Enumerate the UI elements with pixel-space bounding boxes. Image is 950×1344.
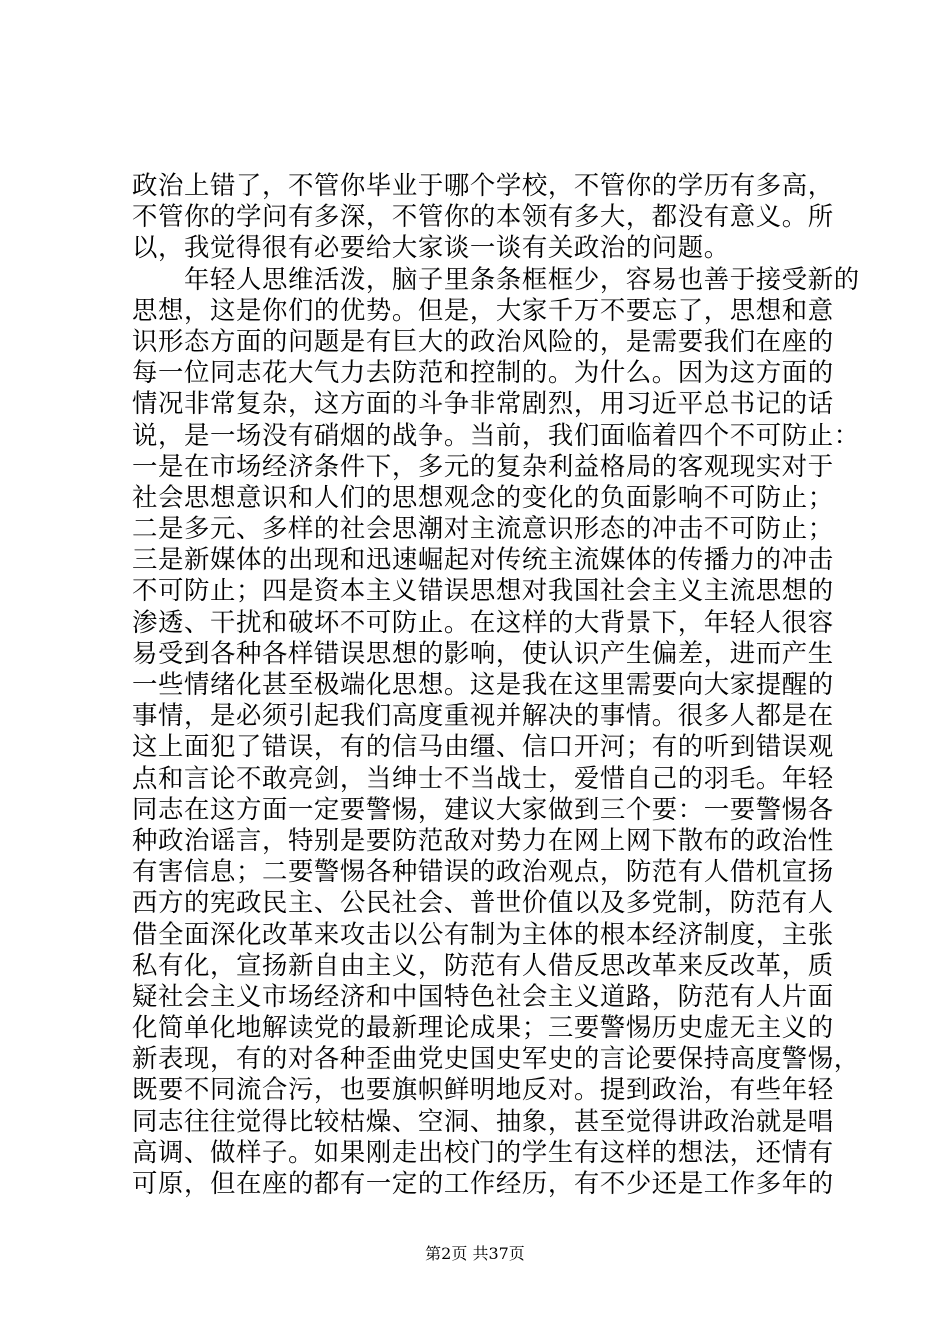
- text-line: 三是新媒体的出现和迅速崛起对传统主流媒体的传播力的冲击: [132, 544, 834, 575]
- page-number-label: 第2页 共37页: [425, 1244, 525, 1263]
- text-line: 一是在市场经济条件下，多元的复杂利益格局的客观现实对于: [132, 450, 834, 481]
- page-footer: [0, 1244, 950, 1264]
- text-line: 既要不同流合污，也要旗帜鲜明地反对。提到政治，有些年轻: [132, 1074, 834, 1105]
- text-line: 情况非常复杂，这方面的斗争非常剧烈，用习近平总书记的话: [132, 388, 834, 419]
- text-line: 种政治谣言，特别是要防范敌对势力在网上网下散布的政治性: [132, 824, 834, 855]
- text-line: 高调、做样子。如果刚走出校门的学生有这样的想法，还情有: [132, 1136, 834, 1167]
- text-line: 可原，但在座的都有一定的工作经历，有不少还是工作多年的: [132, 1168, 834, 1198]
- text-line: 年轻人思维活泼，脑子里条条框框少，容易也善于接受新的: [132, 263, 860, 294]
- text-line: 疑社会主义市场经济和中国特色社会主义道路，防范有人片面: [132, 980, 834, 1011]
- text-line: 有害信息；二要警惕各种错误的政治观点，防范有人借机宣扬: [132, 856, 834, 887]
- text-line: 说，是一场没有硝烟的战争。当前，我们面临着四个不可防止：: [132, 419, 860, 450]
- text-line: 私有化，宣扬新自由主义，防范有人借反思改革来反改革，质: [132, 949, 834, 980]
- text-line: 渗透、干扰和破坏不可防止。在这样的大背景下，年轻人很容: [132, 606, 834, 637]
- text-line: 同志往往觉得比较枯燥、空洞、抽象，甚至觉得讲政治就是唱: [132, 1105, 834, 1136]
- text-line: 不可防止；四是资本主义错误思想对我国社会主义主流思想的: [132, 575, 834, 606]
- text-line: 一些情绪化甚至极端化思想。这是我在这里需要向大家提醒的: [132, 669, 834, 699]
- text-line: 这上面犯了错误，有的信马由缰、信口开河；有的听到错误观: [132, 731, 834, 762]
- text-line: 政治上错了，不管你毕业于哪个学校，不管你的学历有多高，: [132, 170, 834, 200]
- text-line: 思想，这是你们的优势。但是，大家千万不要忘了，思想和意: [132, 294, 834, 325]
- body-text: [132, 170, 860, 1199]
- text-line: 化简单化地解读党的最新理论成果；三要警惕历史虚无主义的: [132, 1012, 834, 1043]
- text-line: 二是多元、多样的社会思潮对主流意识形态的冲击不可防止；: [132, 513, 834, 544]
- text-line: 易受到各种各样错误思想的影响，使认识产生偏差，进而产生: [132, 637, 834, 668]
- text-line: 同志在这方面一定要警惕，建议大家做到三个要：一要警惕各: [132, 793, 834, 824]
- text-line: 不管你的学问有多深，不管你的本领有多大，都没有意义。所: [132, 201, 834, 232]
- text-line: 识形态方面的问题是有巨大的政治风险的，是需要我们在座的: [132, 325, 834, 356]
- text-line: 西方的宪政民主、公民社会、普世价值以及多党制，防范有人: [132, 887, 834, 918]
- text-line: 社会思想意识和人们的思想观念的变化的负面影响不可防止；: [132, 481, 834, 512]
- text-line: 点和言论不敢亮剑，当绅士不当战士，爱惜自己的羽毛。年轻: [132, 762, 834, 793]
- text-line: 借全面深化改革来攻击以公有制为主体的根本经济制度，主张: [132, 918, 834, 949]
- text-line: 以，我觉得很有必要给大家谈一谈有关政治的问题。: [132, 232, 730, 263]
- text-line: 新表现，有的对各种歪曲党史国史军史的言论要保持高度警惕，: [132, 1043, 860, 1074]
- text-line: 每一位同志花大气力去防范和控制的。为什么。因为这方面的: [132, 357, 834, 388]
- text-line: 事情，是必须引起我们高度重视并解决的事情。很多人都是在: [132, 700, 834, 731]
